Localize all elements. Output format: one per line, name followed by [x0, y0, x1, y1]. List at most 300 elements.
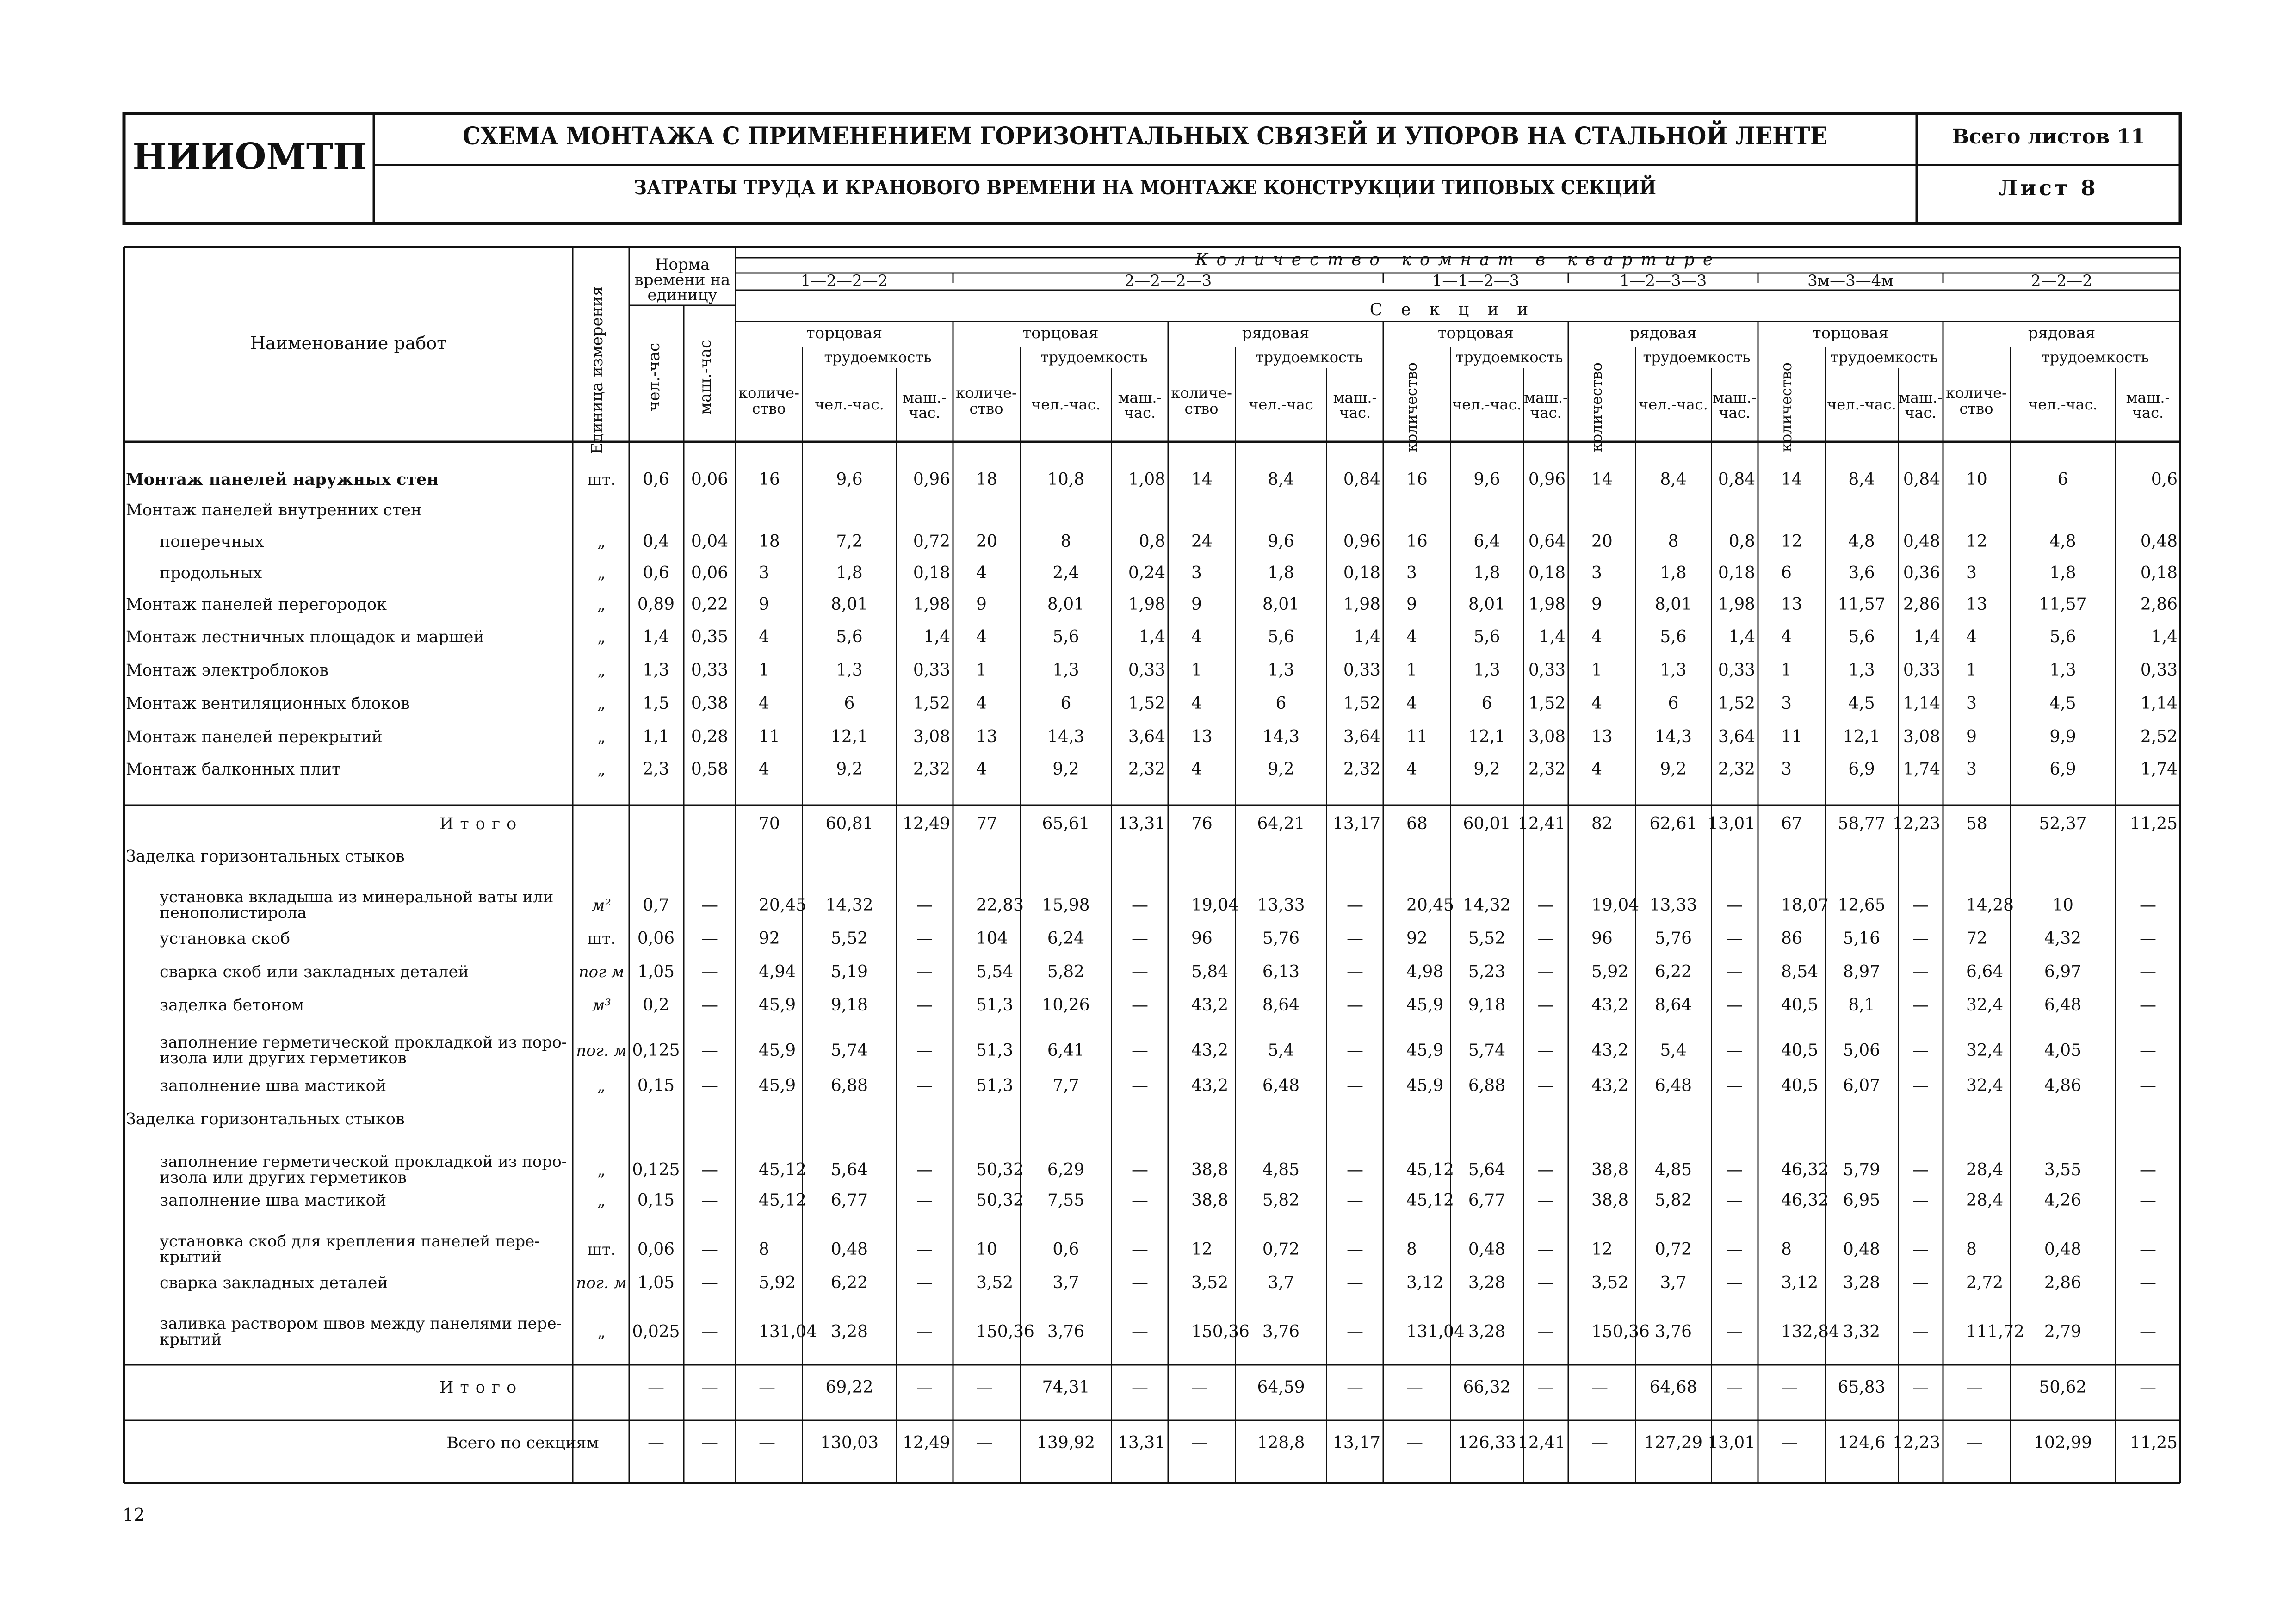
value-cell: 104: [976, 929, 1008, 948]
value-cell: 0,72: [913, 532, 950, 551]
value-cell: 14: [1781, 470, 1802, 489]
value-cell: 5,16: [1843, 929, 1881, 948]
value-cell: 8,64: [1262, 996, 1300, 1015]
value-cell: —: [2140, 1322, 2156, 1341]
work-name: Заделка горизонтальных стыков: [126, 1110, 405, 1128]
quantity-header: ство: [752, 400, 786, 417]
norm-man-hours-cell: 0,125: [632, 1041, 680, 1060]
value-cell: 6: [1481, 694, 1492, 713]
value-cell: —: [1912, 896, 1929, 915]
value-cell: 3,7: [1660, 1273, 1687, 1292]
value-cell: 1,8: [1473, 564, 1500, 583]
value-cell: 13: [976, 727, 997, 746]
value-cell: 0,48: [1903, 532, 1940, 551]
value-cell: 3,12: [1781, 1273, 1819, 1292]
sheet-number: Лист 8: [1999, 175, 2098, 200]
value-cell: 1,3: [1268, 661, 1294, 680]
value-cell: 9,6: [1268, 532, 1294, 551]
value-cell: —: [916, 929, 933, 948]
value-cell: 0,18: [1718, 564, 1755, 583]
value-cell: 4: [1191, 694, 1202, 713]
value-cell: 9,6: [1473, 470, 1500, 489]
value-cell: —: [1726, 929, 1743, 948]
norm-machine-hours-cell: 0,06: [691, 470, 729, 489]
value-cell: —: [1912, 1041, 1929, 1060]
value-cell: 3,08: [913, 727, 950, 746]
value-cell: 12: [1966, 532, 1987, 551]
unit-cell: м²: [592, 896, 611, 915]
value-cell: 8,01: [830, 595, 868, 614]
room-group-label: 3м—3—4м: [1807, 272, 1894, 290]
value-cell: 32,4: [1966, 1041, 2004, 1060]
value-cell: 8,4: [1268, 470, 1294, 489]
value-cell: 32,4: [1966, 1076, 2004, 1095]
value-cell: —: [1912, 929, 1929, 948]
value-cell: —: [1347, 1273, 1363, 1292]
value-cell: —: [1132, 1378, 1148, 1397]
norm-machine-hours-cell: —: [701, 1378, 718, 1397]
value-cell: 12,1: [1468, 727, 1506, 746]
value-cell: —: [1132, 1322, 1148, 1341]
value-cell: 3,08: [1903, 727, 1940, 746]
value-cell: —: [1132, 962, 1148, 981]
value-cell: 6: [844, 694, 855, 713]
value-cell: 3,28: [830, 1322, 868, 1341]
machine-hours-header: час.: [1124, 404, 1156, 421]
work-name: установка скоб: [160, 930, 291, 948]
value-cell: 5,79: [1843, 1160, 1881, 1179]
value-cell: —: [1726, 896, 1743, 915]
value-cell: —: [1726, 996, 1743, 1015]
value-cell: —: [976, 1378, 993, 1397]
value-cell: 18: [759, 532, 780, 551]
value-cell: —: [2140, 1240, 2156, 1259]
norm-man-hours-cell: 2,3: [643, 760, 669, 779]
value-cell: —: [1132, 1160, 1148, 1179]
value-cell: 38,8: [1191, 1160, 1229, 1179]
value-cell: 51,3: [976, 1041, 1014, 1060]
value-cell: —: [1191, 1433, 1208, 1452]
value-cell: 126,33: [1458, 1433, 1516, 1452]
value-cell: 131,04: [1406, 1322, 1465, 1341]
unit-cell: „: [597, 1191, 606, 1210]
value-cell: 8: [1966, 1240, 1977, 1259]
value-cell: 2,52: [2140, 727, 2178, 746]
unit-cell: „: [597, 533, 606, 551]
value-cell: —: [2140, 896, 2156, 915]
work-name: сварка закладных деталей: [160, 1274, 388, 1292]
value-cell: 7,2: [836, 532, 863, 551]
value-cell: 124,6: [1838, 1433, 1886, 1452]
value-cell: 1: [1966, 661, 1977, 680]
unit-cell: „: [597, 760, 606, 779]
value-cell: 4,85: [1262, 1160, 1300, 1179]
norm-header: единицу: [647, 286, 718, 304]
norm-man-hours-cell: 0,025: [632, 1322, 680, 1341]
value-cell: 13: [1781, 595, 1802, 614]
value-cell: 3: [1966, 760, 1977, 779]
value-cell: 14: [1191, 470, 1213, 489]
value-cell: —: [1726, 1273, 1743, 1292]
value-cell: 0,72: [1654, 1240, 1692, 1259]
norm-header: Норма: [655, 255, 710, 274]
value-cell: 5,82: [1654, 1191, 1692, 1210]
section-type-label: торцовая: [806, 324, 883, 342]
value-cell: 1,8: [1268, 564, 1294, 583]
value-cell: 82: [1591, 814, 1613, 833]
value-cell: 0,48: [2140, 532, 2178, 551]
machine-hours-header: час.: [1719, 404, 1751, 421]
work-name: Монтаж лестничных площадок и маршей: [126, 628, 484, 646]
value-cell: —: [1191, 1378, 1208, 1397]
value-cell: 12: [1591, 1240, 1613, 1259]
rooms-header: Количество комнат в квартире: [1195, 250, 1721, 269]
value-cell: 0,84: [1903, 470, 1940, 489]
work-name: Итого: [439, 1378, 523, 1397]
value-cell: 3,28: [1468, 1322, 1506, 1341]
value-cell: 3,7: [1268, 1273, 1294, 1292]
value-cell: —: [1537, 1378, 1554, 1397]
value-cell: 4: [759, 760, 769, 779]
value-cell: 4: [1191, 627, 1202, 646]
value-cell: 1,14: [2140, 694, 2178, 713]
value-cell: 6,07: [1843, 1076, 1881, 1095]
value-cell: 14,28: [1966, 896, 2014, 915]
value-cell: —: [759, 1378, 775, 1397]
value-cell: 14,32: [1463, 896, 1511, 915]
section-type-label: торцовая: [1812, 324, 1889, 342]
value-cell: —: [1912, 1191, 1929, 1210]
value-cell: 1: [759, 661, 769, 680]
work-name: изола или других герметиков: [160, 1049, 407, 1067]
value-cell: 45,9: [1406, 1076, 1444, 1095]
value-cell: —: [2140, 1160, 2156, 1179]
unit-cell: м³: [592, 996, 611, 1015]
value-cell: —: [2140, 1378, 2156, 1397]
norm-machine-hours-cell: —: [701, 1322, 718, 1341]
value-cell: 0,33: [913, 661, 950, 680]
norm-man-hours-cell: 1,4: [643, 627, 669, 646]
value-cell: 0,96: [1528, 470, 1566, 489]
value-cell: —: [1347, 1191, 1363, 1210]
value-cell: 0,33: [1718, 661, 1755, 680]
value-cell: 4: [976, 760, 987, 779]
value-cell: 13,01: [1707, 814, 1755, 833]
value-cell: 1,8: [836, 564, 863, 583]
value-cell: 0,6: [2151, 470, 2178, 489]
norm-man-hours-cell: 0,15: [637, 1076, 675, 1095]
value-cell: 11,57: [1838, 595, 1886, 614]
value-cell: 9,6: [836, 470, 863, 489]
value-cell: —: [1347, 1322, 1363, 1341]
value-cell: 4,26: [2044, 1191, 2082, 1210]
value-cell: 8: [1060, 532, 1071, 551]
quantity-header: количество: [1777, 362, 1795, 452]
machine-hours-header: час.: [909, 404, 941, 421]
value-cell: 50,62: [2039, 1378, 2087, 1397]
value-cell: 0,18: [1528, 564, 1566, 583]
value-cell: 45,12: [759, 1160, 807, 1179]
value-cell: —: [1132, 1240, 1148, 1259]
value-cell: 7,7: [1052, 1076, 1079, 1095]
value-cell: 13,17: [1332, 814, 1380, 833]
value-cell: 3,08: [1528, 727, 1566, 746]
value-cell: 6,77: [1468, 1191, 1506, 1210]
value-cell: 16: [1406, 532, 1428, 551]
value-cell: 46,32: [1781, 1160, 1829, 1179]
value-cell: 9,2: [836, 760, 863, 779]
value-cell: —: [916, 1378, 933, 1397]
value-cell: 40,5: [1781, 1076, 1819, 1095]
value-cell: 96: [1191, 929, 1213, 948]
value-cell: 52,37: [2039, 814, 2087, 833]
value-cell: 4: [1191, 760, 1202, 779]
norm-man-hours-cell: 1,05: [637, 1273, 675, 1292]
value-cell: 51,3: [976, 996, 1014, 1015]
value-cell: 3,52: [1591, 1273, 1629, 1292]
value-cell: 6: [1060, 694, 1071, 713]
norm-man-hours-cell: 0,6: [643, 564, 669, 583]
value-cell: 8,01: [1047, 595, 1085, 614]
value-cell: 0,72: [1262, 1240, 1300, 1259]
unit-cell: шт.: [587, 930, 616, 948]
norm-machine-hours-cell: 0,04: [691, 532, 729, 551]
section-type-label: рядовая: [1242, 324, 1310, 342]
value-cell: 4,5: [1848, 694, 1875, 713]
value-cell: 2,32: [1528, 760, 1566, 779]
value-cell: 2,4: [1052, 564, 1079, 583]
quantity-header: ство: [1959, 400, 1993, 417]
value-cell: 12,23: [1892, 1433, 1940, 1452]
value-cell: 1: [1781, 661, 1792, 680]
value-cell: 0,18: [2140, 564, 2178, 583]
value-cell: 0,6: [1052, 1240, 1079, 1259]
value-cell: 5,76: [1654, 929, 1692, 948]
value-cell: 1,8: [2049, 564, 2076, 583]
value-cell: 5,74: [830, 1041, 868, 1060]
value-cell: 43,2: [1591, 996, 1629, 1015]
value-cell: 4,94: [759, 962, 796, 981]
unit-cell: „: [597, 628, 606, 646]
value-cell: 0,18: [913, 564, 950, 583]
value-cell: 1,4: [1728, 627, 1755, 646]
value-cell: 6,48: [2044, 996, 2082, 1015]
value-cell: 20,45: [1406, 896, 1454, 915]
value-cell: 6,77: [830, 1191, 868, 1210]
value-cell: 14: [1591, 470, 1613, 489]
value-cell: 16: [759, 470, 780, 489]
norm-machine-hours-cell: —: [701, 929, 718, 948]
works-header: Наименование работ: [250, 333, 447, 353]
value-cell: 8,4: [1660, 470, 1687, 489]
unit-cell: шт.: [587, 1240, 616, 1259]
value-cell: 6,88: [830, 1076, 868, 1095]
machine-hours-header: маш.-: [1524, 389, 1568, 406]
norm-man-hours-cell: —: [648, 1378, 664, 1397]
value-cell: 9,2: [1473, 760, 1500, 779]
norm-machine-hours-header: маш.-час: [696, 339, 715, 415]
value-cell: 69,22: [825, 1378, 873, 1397]
norm-man-hours-cell: 1,3: [643, 661, 669, 680]
value-cell: 51,3: [976, 1076, 1014, 1095]
value-cell: 72: [1966, 929, 1987, 948]
table-body: [126, 470, 2178, 1452]
value-cell: 14,3: [1654, 727, 1692, 746]
value-cell: —: [1726, 1191, 1743, 1210]
value-cell: 1,52: [1128, 694, 1165, 713]
value-cell: 150,36: [976, 1322, 1034, 1341]
value-cell: 0,48: [2044, 1240, 2082, 1259]
value-cell: 127,29: [1644, 1433, 1702, 1452]
value-cell: 13: [1191, 727, 1213, 746]
value-cell: 5,6: [836, 627, 863, 646]
value-cell: 92: [759, 929, 780, 948]
value-cell: 1,52: [1718, 694, 1755, 713]
value-cell: 12,49: [902, 1433, 950, 1452]
value-cell: —: [1132, 896, 1148, 915]
table-grid: [124, 247, 2180, 1483]
machine-hours-header: маш.-: [903, 389, 947, 406]
value-cell: 4: [1406, 694, 1417, 713]
value-cell: 8: [1781, 1240, 1792, 1259]
value-cell: 1,3: [836, 661, 863, 680]
value-cell: 58: [1966, 814, 1987, 833]
value-cell: 3,64: [1718, 727, 1755, 746]
value-cell: 6,48: [1262, 1076, 1300, 1095]
value-cell: —: [1912, 1240, 1929, 1259]
value-cell: 13: [1966, 595, 1987, 614]
value-cell: 150,36: [1191, 1322, 1250, 1341]
value-cell: —: [1966, 1433, 1983, 1452]
value-cell: 8,64: [1654, 996, 1692, 1015]
value-cell: 43,2: [1191, 996, 1229, 1015]
norm-machine-hours-cell: 0,35: [691, 627, 729, 646]
value-cell: 4,86: [2044, 1076, 2082, 1095]
value-cell: 3,64: [1128, 727, 1165, 746]
value-cell: —: [1537, 896, 1554, 915]
norm-machine-hours-cell: —: [701, 1273, 718, 1292]
norm-machine-hours-cell: —: [701, 1240, 718, 1259]
value-cell: 11: [1406, 727, 1428, 746]
value-cell: 9: [1406, 595, 1417, 614]
norm-man-hours-cell: 1,5: [643, 694, 669, 713]
value-cell: 12,1: [830, 727, 868, 746]
value-cell: 1,74: [1903, 760, 1940, 779]
sheet-title: СХЕМА МОНТАЖА С ПРИМЕНЕНИЕМ ГОРИЗОНТАЛЬНЫХ СВЯЗЕЙ И УПОРОВ НА СТАЛЬНОЙ ЛЕНТЕ: [463, 122, 1925, 150]
value-cell: 1,08: [1128, 470, 1165, 489]
value-cell: 0,33: [1528, 661, 1566, 680]
total-sheets: Всего листов 11: [1952, 125, 2145, 149]
value-cell: 5,74: [1468, 1041, 1506, 1060]
value-cell: 45,9: [759, 996, 796, 1015]
value-cell: —: [916, 1273, 933, 1292]
norm-man-hours-cell: 1,1: [643, 727, 669, 746]
value-cell: 4: [976, 694, 987, 713]
work-name: заполнение герметической прокладкой из поро-: [160, 1153, 567, 1171]
value-cell: 1,3: [1848, 661, 1875, 680]
value-cell: 1,4: [1139, 627, 1165, 646]
value-cell: 8,4: [1848, 470, 1875, 489]
unit-cell: „: [597, 564, 606, 583]
value-cell: 38,8: [1591, 1191, 1629, 1210]
value-cell: —: [976, 1433, 993, 1452]
value-cell: 6,13: [1262, 962, 1300, 981]
value-cell: 1,98: [1343, 595, 1380, 614]
value-cell: 6,48: [1654, 1076, 1692, 1095]
value-cell: 4: [976, 564, 987, 583]
labor-header: трудоемкость: [2041, 348, 2149, 366]
value-cell: 1,4: [2151, 627, 2178, 646]
value-cell: 77: [976, 814, 997, 833]
value-cell: 8,1: [1848, 996, 1875, 1015]
value-cell: —: [916, 962, 933, 981]
value-cell: 4: [759, 694, 769, 713]
value-cell: 4: [1781, 627, 1792, 646]
value-cell: —: [2140, 996, 2156, 1015]
value-cell: 6,22: [830, 1273, 868, 1292]
sheet-subtitle: ЗАТРАТЫ ТРУДА И КРАНОВОГО ВРЕМЕНИ НА МОНТАЖЕ КОНСТРУКЦИИ ТИПОВЫХ СЕКЦИЙ: [634, 176, 1744, 199]
value-cell: 22,83: [976, 896, 1024, 915]
value-cell: 1,4: [1539, 627, 1566, 646]
value-cell: 64,59: [1257, 1378, 1305, 1397]
value-cell: —: [1591, 1378, 1608, 1397]
value-cell: 4,5: [2049, 694, 2076, 713]
page-number: 12: [123, 1505, 145, 1525]
man-hours-header: чел.-час: [1249, 396, 1313, 413]
value-cell: —: [1406, 1433, 1423, 1452]
value-cell: —: [916, 1076, 933, 1095]
machine-hours-header: час.: [1339, 404, 1371, 421]
value-cell: 130,03: [820, 1433, 879, 1452]
value-cell: —: [1726, 1322, 1743, 1341]
quantity-header: количество: [1588, 362, 1605, 452]
value-cell: —: [1132, 929, 1148, 948]
value-cell: 11,25: [2129, 814, 2178, 833]
value-cell: —: [1347, 1378, 1363, 1397]
value-cell: —: [2140, 962, 2156, 981]
quantity-header: количество: [1403, 362, 1420, 452]
value-cell: 5,6: [1848, 627, 1875, 646]
value-cell: 14,32: [825, 896, 873, 915]
norm-man-hours-cell: —: [648, 1433, 664, 1452]
value-cell: —: [2140, 1273, 2156, 1292]
value-cell: 0,8: [1139, 532, 1165, 551]
work-name: продольных: [160, 564, 262, 583]
norm-man-hours-cell: 0,125: [632, 1160, 680, 1179]
value-cell: 4: [1591, 760, 1602, 779]
value-cell: 32,4: [1966, 996, 2004, 1015]
quantity-header: количе-: [956, 384, 1017, 402]
value-cell: —: [1781, 1433, 1798, 1452]
value-cell: 11: [1781, 727, 1802, 746]
unit-cell: шт.: [587, 471, 616, 489]
value-cell: 0,8: [1728, 532, 1755, 551]
work-name: заполнение герметической прокладкой из поро-: [160, 1033, 567, 1052]
value-cell: 64,21: [1257, 814, 1305, 833]
value-cell: —: [1537, 1041, 1554, 1060]
man-hours-header: чел.-час.: [2028, 396, 2098, 413]
norm-machine-hours-cell: 0,22: [691, 595, 729, 614]
value-cell: 74,31: [1042, 1378, 1090, 1397]
room-group-label: 1—2—2—2: [800, 272, 888, 290]
value-cell: 2,32: [1718, 760, 1755, 779]
value-cell: 13,01: [1707, 1433, 1755, 1452]
value-cell: 131,04: [759, 1322, 817, 1341]
value-cell: 1,52: [1528, 694, 1566, 713]
org-name: НИИОМТП: [132, 136, 367, 178]
value-cell: 3,76: [1262, 1322, 1300, 1341]
norm-machine-hours-cell: —: [701, 962, 718, 981]
